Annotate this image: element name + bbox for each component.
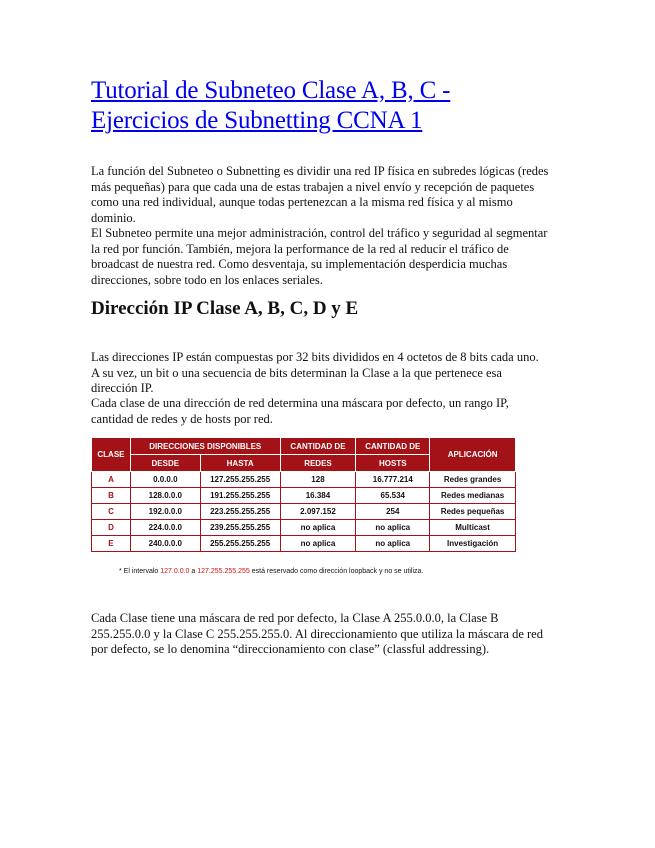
cell-hosts: no aplica (356, 536, 430, 552)
cell-hosts: 254 (356, 504, 430, 520)
text-line: Cada Clase tiene una máscara de red por defecto, la Clase A 255.0.0.0, la Clase B (91, 611, 499, 625)
footnote-range-start: 127.0.0.0 (160, 568, 190, 575)
cell-hasta: 127.255.255.255 (200, 472, 280, 488)
table-row (92, 536, 516, 552)
text-line: como una red individual, aunque todas pertenezcan a la misma red física y al mismo (91, 195, 513, 209)
table-footnote (119, 568, 423, 575)
text-line: la red por función. También, mejora la performance de la red al reducir el tráfico de (91, 241, 509, 256)
cell-desde: 224.0.0.0 (130, 520, 200, 536)
cell-clase: E (92, 536, 131, 552)
text-line: La función del Subneteo o Subnetting es dividir una red IP física en subredes lógicas (redes (91, 164, 549, 178)
header-hasta: HASTA (200, 455, 280, 472)
cell-aplicacion: Redes pequeñas (430, 504, 516, 520)
cell-clase: A (92, 472, 131, 488)
mask-paragraph (91, 611, 561, 658)
cell-clase: D (92, 520, 131, 536)
header-hosts: HOSTS (356, 455, 430, 472)
text-line: broadcast de nuestra red. Como desventaja, su implementación desperdicia muchas (91, 257, 508, 271)
ip-description-paragraph-1 (91, 350, 561, 397)
cell-redes: 128 (280, 472, 356, 488)
cell-aplicacion: Redes medianas (430, 488, 516, 504)
text-line: direcciones, sobre todo en los enlaces seriales. (91, 272, 323, 287)
header-redes: REDES (280, 455, 356, 472)
cell-redes: 2.097.152 (280, 504, 356, 520)
text-line: 255.255.0.0 y la Clase C 255.255.255.0. Al direccionamiento que utiliza la máscara de red (91, 626, 543, 641)
cell-redes: 16.384 (280, 488, 356, 504)
text-line: dirección IP. (91, 381, 154, 395)
cell-redes: no aplica (280, 536, 356, 552)
cell-clase: C (92, 504, 131, 520)
text-line: El Subneteo permite una mejor administración, control del tráfico y seguridad al segmentar (91, 226, 548, 240)
table-row (92, 504, 516, 520)
ip-class-table (91, 437, 516, 552)
cell-hasta: 223.255.255.255 (200, 504, 280, 520)
page-title[interactable] (91, 76, 561, 136)
header-cantidad-redes-top: CANTIDAD DE (280, 438, 356, 455)
cell-aplicacion: Multicast (430, 520, 516, 536)
cell-hosts: no aplica (356, 520, 430, 536)
section-heading: Dirección IP Clase A, B, C, D y E (91, 298, 359, 319)
text-line: dominio. (91, 210, 136, 225)
title-line-2[interactable]: Ejercicios de Subnetting CCNA 1 (91, 107, 423, 134)
table-row (92, 520, 516, 536)
cell-aplicacion: Redes grandes (430, 472, 516, 488)
footnote-prefix: * El intervalo (119, 568, 161, 575)
cell-desde: 128.0.0.0 (130, 488, 200, 504)
ip-description-paragraph-2 (91, 396, 561, 427)
cell-hasta: 191.255.255.255 (200, 488, 280, 504)
footnote-range-end: 127.255.255.255 (197, 568, 250, 575)
cell-desde: 0.0.0.0 (130, 472, 200, 488)
text-line: más pequeñas) para que cada una de estas trabajen a nivel envío y recepción de paquetes (91, 179, 535, 194)
text-line: Cada clase de una dirección de red determina una máscara por defecto, un rango IP, (91, 396, 509, 410)
cell-aplicacion: Investigación (430, 536, 516, 552)
text-line: A su vez, un bit o una secuencia de bits determinan la Clase a la que pertenece esa (91, 365, 502, 380)
ip-class-table-container (91, 437, 516, 552)
cell-hasta: 255.255.255.255 (200, 536, 280, 552)
footnote-suffix: está reservado como dirección loopback y no se utiliza. (249, 568, 424, 575)
footnote-middle: a (189, 568, 198, 575)
cell-hasta: 239.255.255.255 (200, 520, 280, 536)
text-line: Las direcciones IP están compuestas por 32 bits divididos en 4 octetos de 8 bits cada uno. (91, 350, 539, 364)
cell-clase: B (92, 488, 131, 504)
cell-desde: 192.0.0.0 (130, 504, 200, 520)
header-clase: CLASE (92, 438, 131, 472)
header-desde: DESDE (130, 455, 200, 472)
intro-paragraph-2 (91, 226, 561, 288)
table-row (92, 488, 516, 504)
text-line: por defecto, se lo denomina “direccionamiento con clase” (classful addressing). (91, 642, 490, 656)
title-line-1[interactable]: Tutorial de Subneteo Clase A, B, C - (91, 77, 451, 104)
header-direcciones: DIRECCIONES DISPONIBLES (130, 438, 280, 455)
cell-hosts: 65.534 (356, 488, 430, 504)
table-row (92, 472, 516, 488)
header-cantidad-hosts-top: CANTIDAD DE (356, 438, 430, 455)
cell-desde: 240.0.0.0 (130, 536, 200, 552)
cell-redes: no aplica (280, 520, 356, 536)
cell-hosts: 16.777.214 (356, 472, 430, 488)
header-aplicacion: APLICACIÓN (430, 438, 516, 472)
intro-paragraph-1 (91, 164, 561, 226)
text-line: cantidad de redes y de hosts por red. (91, 411, 273, 426)
